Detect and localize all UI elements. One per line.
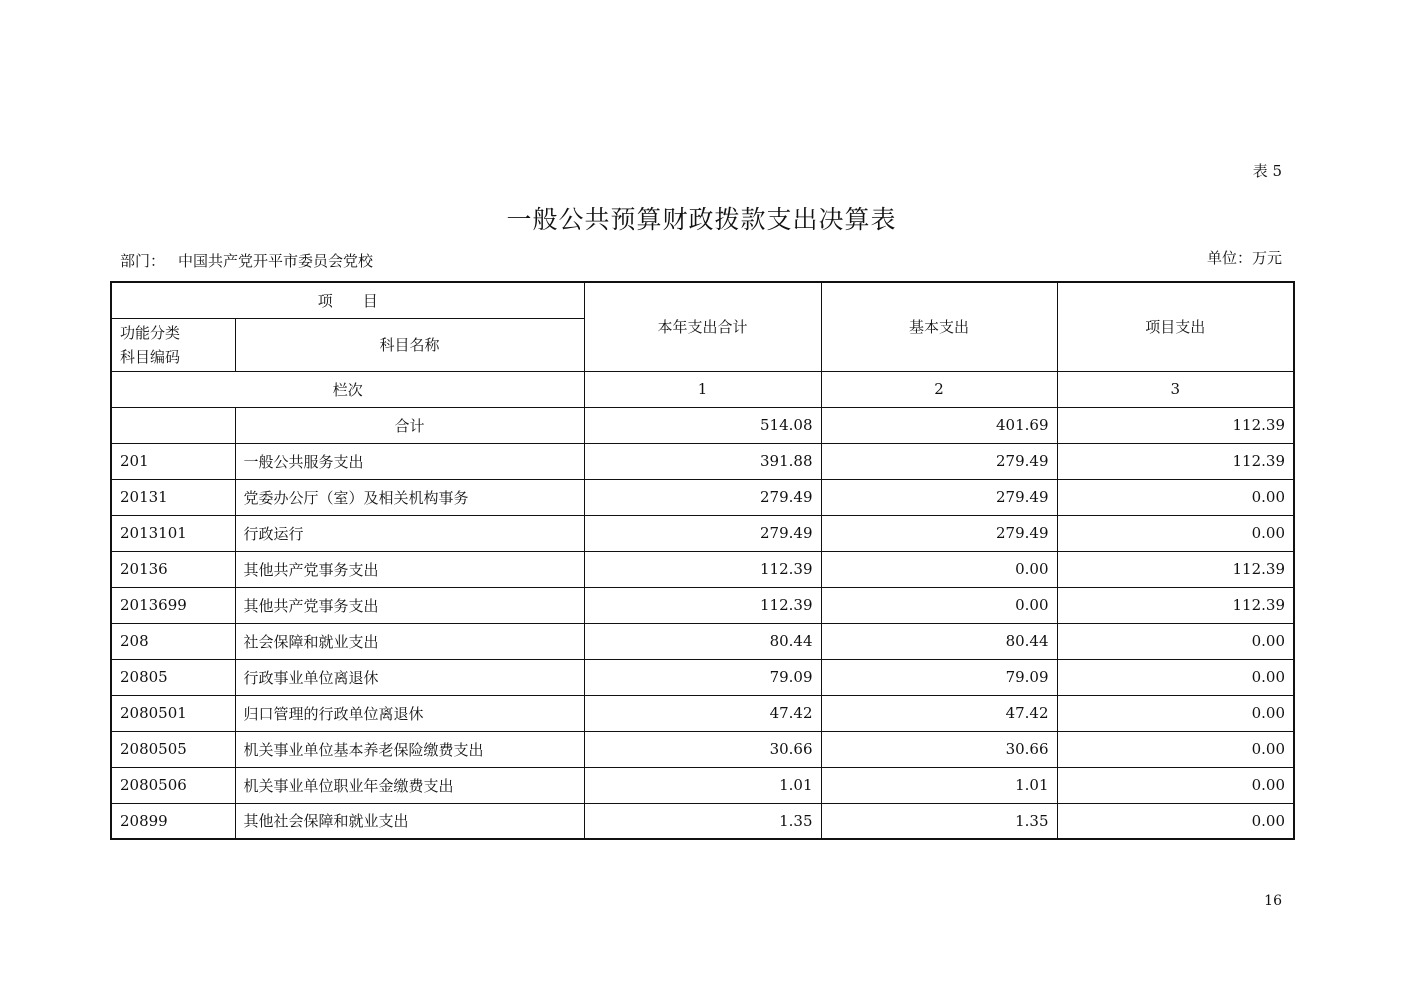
table-row [111, 587, 1294, 623]
table-row [111, 803, 1294, 839]
table-row [111, 731, 1294, 767]
row-basic: 279.49 [821, 443, 1057, 479]
row-project: 112.39 [1057, 587, 1294, 623]
row-project: 0.00 [1057, 803, 1294, 839]
total-code-cell [111, 407, 235, 443]
row-total: 79.09 [584, 659, 821, 695]
row-code: 20899 [111, 803, 235, 839]
row-project: 0.00 [1057, 767, 1294, 803]
row-project: 0.00 [1057, 515, 1294, 551]
row-total: 80.44 [584, 623, 821, 659]
name-header: 科目名称 [235, 318, 584, 371]
row-name: 一般公共服务支出 [235, 443, 584, 479]
code-header-line1: 功能分类 [120, 323, 181, 342]
basic-header: 基本支出 [821, 282, 1057, 371]
total-project: 112.39 [1057, 407, 1294, 443]
row-code: 20136 [111, 551, 235, 587]
row-project: 0.00 [1057, 479, 1294, 515]
col-index-1: 1 [584, 371, 821, 407]
row-name: 行政事业单位离退休 [235, 659, 584, 695]
row-basic: 80.44 [821, 623, 1057, 659]
table-number: 表 5 [1252, 162, 1282, 180]
row-total: 112.39 [584, 587, 821, 623]
table-row [111, 443, 1294, 479]
row-total: 279.49 [584, 479, 821, 515]
row-name: 归口管理的行政单位离退休 [235, 695, 584, 731]
row-code: 2013101 [111, 515, 235, 551]
row-code: 2013699 [111, 587, 235, 623]
table-row [111, 623, 1294, 659]
row-basic: 1.35 [821, 803, 1057, 839]
row-code: 208 [111, 623, 235, 659]
row-project: 0.00 [1057, 695, 1294, 731]
department-line [120, 250, 373, 272]
row-name: 其他社会保障和就业支出 [235, 803, 584, 839]
total-row [111, 407, 1294, 443]
row-basic: 0.00 [821, 587, 1057, 623]
row-total: 47.42 [584, 695, 821, 731]
row-basic: 47.42 [821, 695, 1057, 731]
row-total: 1.01 [584, 767, 821, 803]
row-project: 0.00 [1057, 659, 1294, 695]
row-project: 112.39 [1057, 443, 1294, 479]
row-basic: 30.66 [821, 731, 1057, 767]
total-header: 本年支出合计 [584, 282, 821, 371]
table-row [111, 515, 1294, 551]
row-project: 0.00 [1057, 623, 1294, 659]
row-total: 279.49 [584, 515, 821, 551]
row-name: 社会保障和就业支出 [235, 623, 584, 659]
code-header [111, 318, 235, 371]
row-name: 其他共产党事务支出 [235, 551, 584, 587]
table-row [111, 659, 1294, 695]
row-index-label: 栏次 [111, 371, 584, 407]
page-number: 16 [1264, 893, 1282, 909]
project-expense-header: 项目支出 [1057, 282, 1294, 371]
row-code: 20131 [111, 479, 235, 515]
row-project: 112.39 [1057, 551, 1294, 587]
department-label: 部门： [120, 252, 166, 270]
row-code: 2080505 [111, 731, 235, 767]
row-project: 0.00 [1057, 731, 1294, 767]
expenditure-table [110, 281, 1295, 840]
code-header-line2: 科目编码 [120, 347, 181, 366]
row-code: 2080501 [111, 695, 235, 731]
row-code: 201 [111, 443, 235, 479]
row-name: 机关事业单位职业年金缴费支出 [235, 767, 584, 803]
col-index-2: 2 [821, 371, 1057, 407]
row-total: 112.39 [584, 551, 821, 587]
row-name: 其他共产党事务支出 [235, 587, 584, 623]
row-name: 行政运行 [235, 515, 584, 551]
row-basic: 279.49 [821, 479, 1057, 515]
total-basic: 401.69 [821, 407, 1057, 443]
unit-label: 单位：万元 [1206, 249, 1282, 267]
page-title: 一般公共预算财政拨款支出决算表 [506, 205, 897, 234]
row-code: 2080506 [111, 767, 235, 803]
row-basic: 79.09 [821, 659, 1057, 695]
department-name: 中国共产党开平市委员会党校 [178, 252, 374, 270]
row-name: 机关事业单位基本养老保险缴费支出 [235, 731, 584, 767]
col-index-3: 3 [1057, 371, 1294, 407]
project-header: 项 目 [111, 282, 584, 318]
row-basic: 279.49 [821, 515, 1057, 551]
row-total: 1.35 [584, 803, 821, 839]
row-basic: 1.01 [821, 767, 1057, 803]
table-row [111, 767, 1294, 803]
row-name: 党委办公厅（室）及相关机构事务 [235, 479, 584, 515]
total-amount: 514.08 [584, 407, 821, 443]
total-label: 合计 [235, 407, 584, 443]
row-total: 30.66 [584, 731, 821, 767]
table-row [111, 551, 1294, 587]
row-code: 20805 [111, 659, 235, 695]
table-row [111, 479, 1294, 515]
row-basic: 0.00 [821, 551, 1057, 587]
row-total: 391.88 [584, 443, 821, 479]
table-row [111, 695, 1294, 731]
